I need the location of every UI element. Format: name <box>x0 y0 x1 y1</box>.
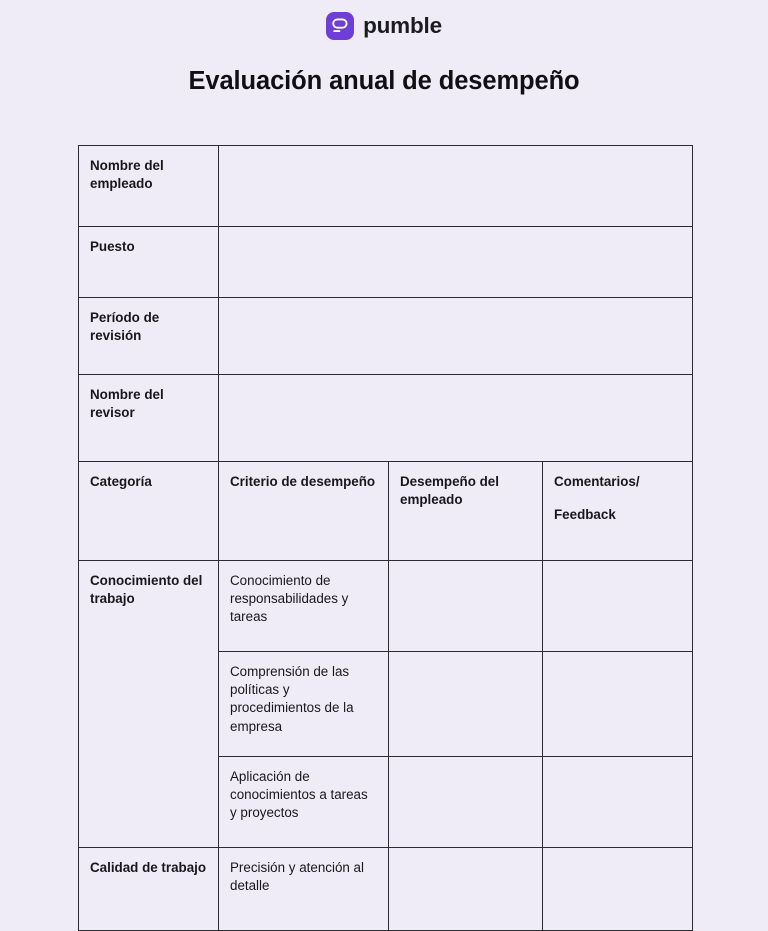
info-label-position: Puesto <box>79 227 219 298</box>
info-value-employee-name[interactable] <box>219 146 693 227</box>
category-cell-calidad-de-trabajo: Calidad de trabajo <box>79 848 219 931</box>
column-header-comments-line1: Comentarios/ <box>554 474 640 489</box>
evaluation-table <box>78 145 693 931</box>
info-label-review-period: Período de revisión <box>79 298 219 375</box>
performance-input-cell[interactable] <box>389 561 543 652</box>
table-row <box>79 146 693 227</box>
info-value-review-period[interactable] <box>219 298 693 375</box>
column-header-comments-line2: Feedback <box>554 507 616 523</box>
comments-input-cell[interactable] <box>543 652 693 757</box>
comments-input-cell[interactable] <box>543 757 693 848</box>
column-header-criterion: Criterio de desempeño <box>219 462 389 561</box>
criterion-cell: Precisión y atención al detalle <box>219 848 389 931</box>
table-row <box>79 227 693 298</box>
performance-input-cell[interactable] <box>389 652 543 757</box>
page-title: Evaluación anual de desempeño <box>188 67 580 95</box>
category-cell-conocimiento-del-trabajo: Conocimiento del trabajo <box>79 561 219 848</box>
column-header-performance: Desempeño del empleado <box>389 462 543 561</box>
column-header-comments <box>543 462 693 561</box>
table-row <box>79 848 693 931</box>
comments-input-cell[interactable] <box>543 848 693 931</box>
info-value-position[interactable] <box>219 227 693 298</box>
brand-header <box>0 0 768 42</box>
pumble-logo-icon <box>326 12 354 40</box>
performance-input-cell[interactable] <box>389 757 543 848</box>
table-row <box>79 375 693 462</box>
brand-name: pumble <box>363 12 442 38</box>
info-label-employee-name: Nombre del empleado <box>79 146 219 227</box>
criterion-cell: Comprensión de las políticas y procedimientos de la empresa <box>219 652 389 757</box>
table-header-row <box>79 462 693 561</box>
evaluation-table-wrap <box>78 145 692 931</box>
column-header-category: Categoría <box>79 462 219 561</box>
criterion-cell: Conocimiento de responsabilidades y tareas <box>219 561 389 652</box>
table-row <box>79 561 693 652</box>
criterion-cell: Aplicación de conocimientos a tareas y proyectos <box>219 757 389 848</box>
table-row <box>79 298 693 375</box>
info-label-reviewer-name: Nombre del revisor <box>79 375 219 462</box>
comments-input-cell[interactable] <box>543 561 693 652</box>
performance-input-cell[interactable] <box>389 848 543 931</box>
info-value-reviewer-name[interactable] <box>219 375 693 462</box>
